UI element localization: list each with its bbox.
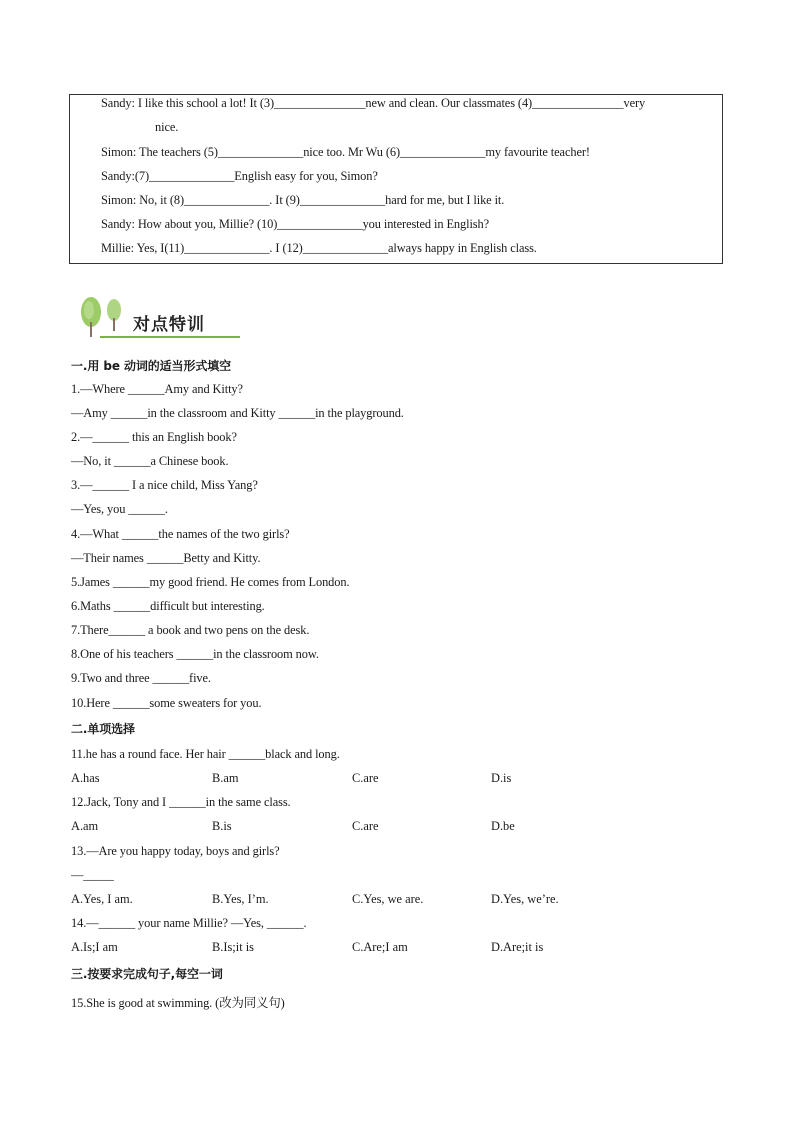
exercise-line: —No, it ______a Chinese book. bbox=[71, 454, 229, 468]
exercise-line: 3.—______ I a nice child, Miss Yang? bbox=[71, 478, 258, 492]
question-14: 14.—______ your name Millie? —Yes, ______. bbox=[71, 916, 307, 930]
dialog-line: Millie: Yes, I(11)______________. I (12)______________always happy in English class. bbox=[101, 241, 537, 255]
option-b: B.is bbox=[212, 819, 232, 833]
question-12: 12.Jack, Tony and I ______in the same class. bbox=[71, 795, 291, 809]
option-d: D.Are;it is bbox=[491, 940, 544, 954]
exercise-line: 9.Two and three ______five. bbox=[71, 671, 211, 685]
section-1-title: 一.用 be 动词的适当形式填空 bbox=[71, 359, 232, 373]
exercise-line: 2.—______ this an English book? bbox=[71, 430, 237, 444]
option-b: B.Is;it is bbox=[212, 940, 254, 954]
tree-icon bbox=[78, 294, 134, 340]
dialog-line: Sandy: How about you, Millie? (10)______________you interested in English? bbox=[101, 217, 490, 231]
option-d: D.is bbox=[491, 771, 512, 785]
option-c: C.Are;I am bbox=[352, 940, 408, 954]
question-13: 13.—Are you happy today, boys and girls? bbox=[71, 844, 280, 858]
option-a: A.am bbox=[71, 819, 99, 833]
exercise-line: 7.There______ a book and two pens on the desk. bbox=[71, 623, 310, 637]
dialog-line: Sandy:(7)______________English easy for you, Simon? bbox=[101, 169, 378, 183]
section-header-title: 对点特训 bbox=[133, 315, 205, 335]
option-b: B.am bbox=[212, 771, 239, 785]
dialog-line: nice. bbox=[155, 120, 179, 134]
section-2-title: 二.单项选择 bbox=[71, 722, 135, 736]
exercise-line: 10.Here ______some sweaters for you. bbox=[71, 696, 262, 710]
option-d: D.be bbox=[491, 819, 515, 833]
option-a: A.has bbox=[71, 771, 100, 785]
exercise-line: 8.One of his teachers ______in the classroom now. bbox=[71, 647, 319, 661]
option-c: C.are bbox=[352, 771, 379, 785]
dialog-box bbox=[69, 94, 723, 264]
dialog-line: Simon: No, it (8)______________. It (9)______________hard for me, but I like it. bbox=[101, 193, 505, 207]
question-11: 11.he has a round face. Her hair ______black and long. bbox=[71, 747, 340, 761]
option-c: C.are bbox=[352, 819, 379, 833]
exercise-line: 15.She is good at swimming. (改为同义句) bbox=[71, 996, 285, 1010]
option-a: A.Yes, I am. bbox=[71, 892, 133, 906]
exercise-line: 1.—Where ______Amy and Kitty? bbox=[71, 382, 243, 396]
exercise-line: 4.—What ______the names of the two girls? bbox=[71, 527, 290, 541]
exercise-line: —Amy ______in the classroom and Kitty ______in the playground. bbox=[71, 406, 404, 420]
header-underline bbox=[100, 336, 240, 338]
dialog-line: Sandy: I like this school a lot! It (3)_______________new and clean. Our classmates (4)_______________very bbox=[101, 96, 646, 110]
question-13-answer-line: —_____ bbox=[71, 868, 114, 882]
exercise-line: —Yes, you ______. bbox=[71, 502, 168, 516]
section-3-title: 三.按要求完成句子,每空一词 bbox=[71, 967, 223, 981]
dialog-line: Simon: The teachers (5)______________nice too. Mr Wu (6)______________my favourite teacher! bbox=[101, 145, 590, 159]
option-d: D.Yes, we’re. bbox=[491, 892, 559, 906]
exercise-line: 6.Maths ______difficult but interesting. bbox=[71, 599, 265, 613]
exercise-line: —Their names ______Betty and Kitty. bbox=[71, 551, 261, 565]
exercise-line: 5.James ______my good friend. He comes from London. bbox=[71, 575, 350, 589]
option-b: B.Yes, I’m. bbox=[212, 892, 269, 906]
option-c: C.Yes, we are. bbox=[352, 892, 424, 906]
option-a: A.Is;I am bbox=[71, 940, 118, 954]
